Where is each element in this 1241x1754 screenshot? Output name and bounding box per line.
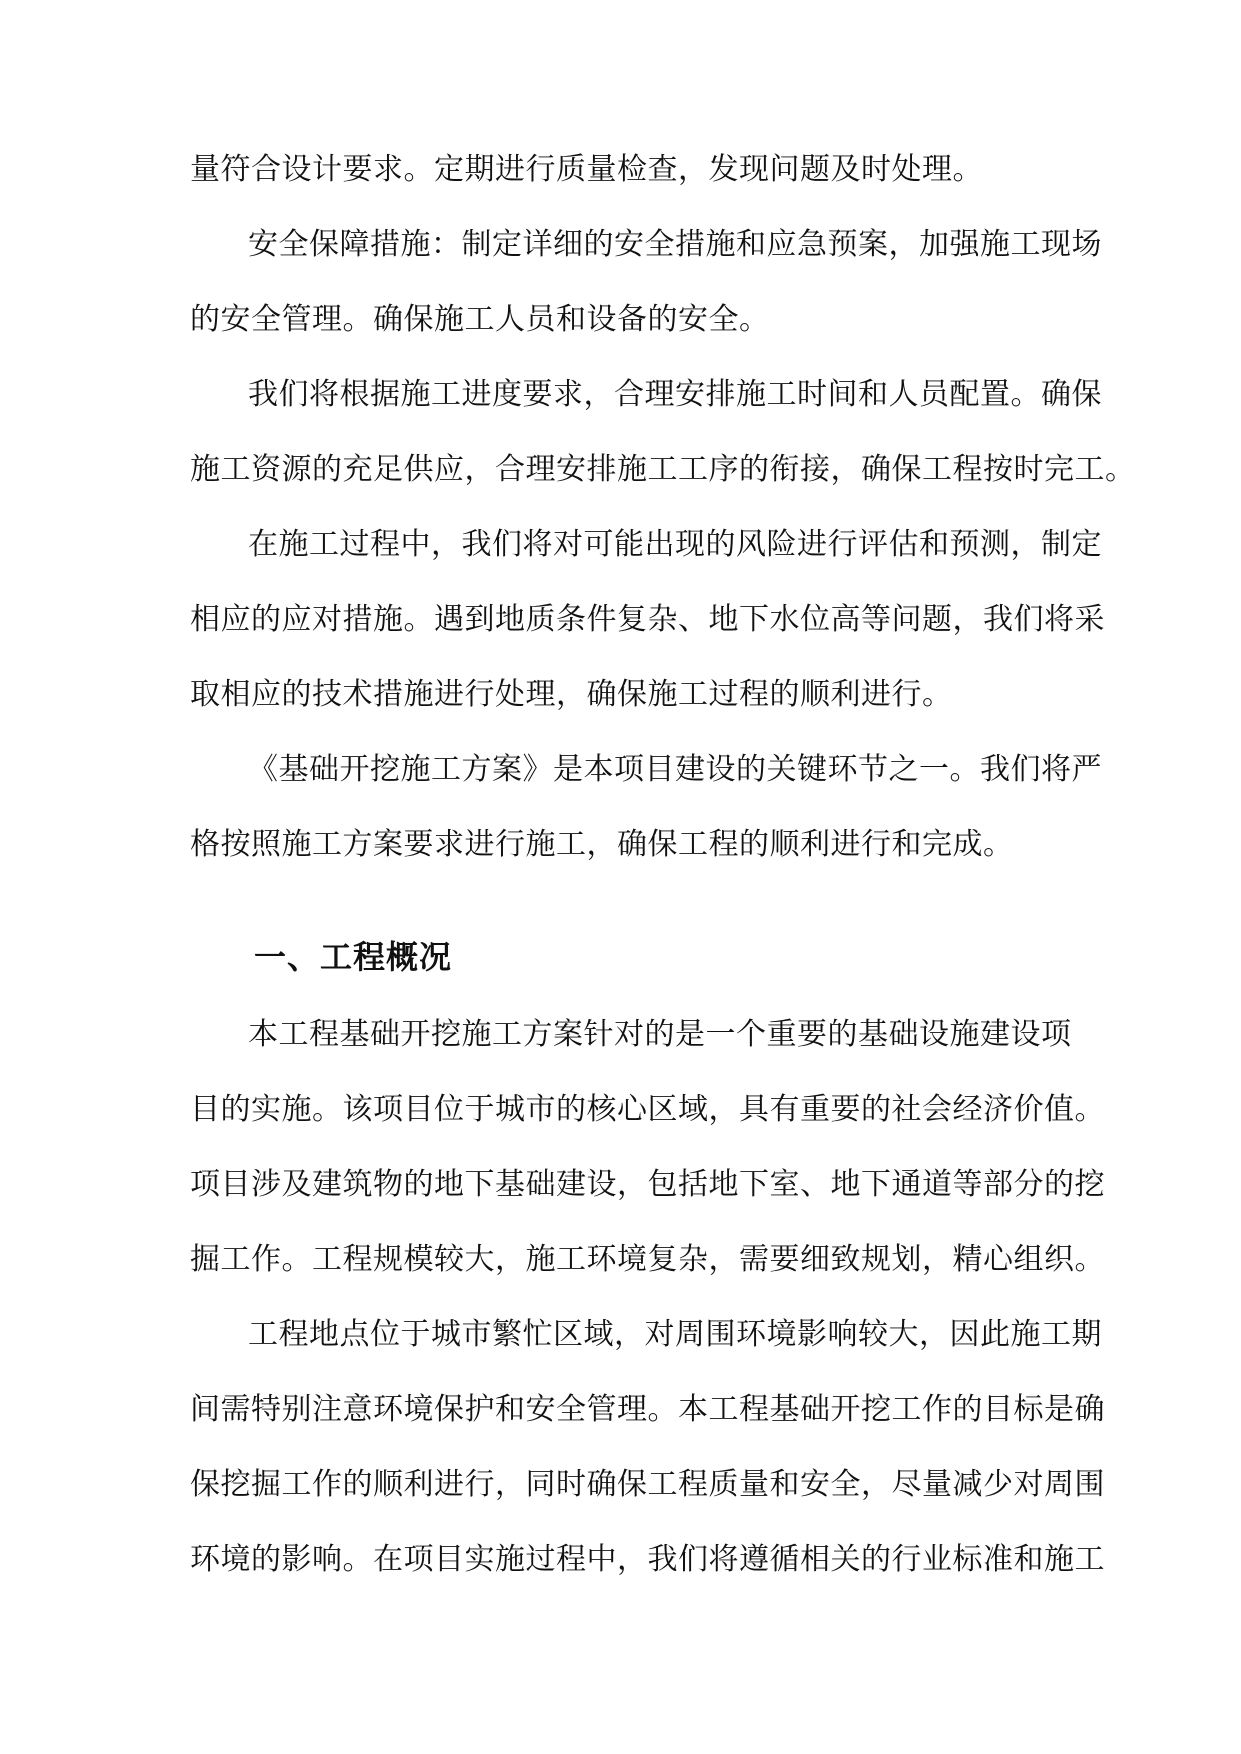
text-line: 保挖掘工作的顺利进行，同时确保工程质量和安全，尽量减少对周围 — [190, 1467, 1105, 1502]
text-line: 间需特别注意环境保护和安全管理。本工程基础开挖工作的目标是确 — [190, 1392, 1105, 1427]
text-line: 《基础开挖施工方案》是本项目建设的关键环节之一。我们将严 — [248, 752, 1102, 787]
text-line: 掘工作。工程规模较大，施工环境复杂，需要细致规划，精心组织。 — [190, 1242, 1105, 1277]
text-line: 格按照施工方案要求进行施工，确保工程的顺利进行和完成。 — [190, 827, 1014, 862]
text-line: 在施工过程中，我们将对可能出现的风险进行评估和预测，制定 — [248, 527, 1102, 562]
text-line: 安全保障措施：制定详细的安全措施和应急预案，加强施工现场 — [248, 227, 1102, 262]
text-line: 取相应的技术措施进行处理，确保施工过程的顺利进行。 — [190, 677, 953, 712]
text-line: 我们将根据施工进度要求，合理安排施工时间和人员配置。确保 — [248, 377, 1102, 412]
text-line: 工程地点位于城市繁忙区域，对周围环境影响较大，因此施工期 — [248, 1317, 1102, 1352]
text-line: 目的实施。该项目位于城市的核心区域，具有重要的社会经济价值。 — [190, 1092, 1105, 1127]
text-line: 环境的影响。在项目实施过程中，我们将遵循相关的行业标准和施工 — [190, 1542, 1105, 1577]
section-heading: 一、工程概况 — [254, 938, 453, 976]
text-line: 相应的应对措施。遇到地质条件复杂、地下水位高等问题，我们将采 — [190, 602, 1105, 637]
text-line: 本工程基础开挖施工方案针对的是一个重要的基础设施建设项 — [248, 1017, 1072, 1052]
text-line: 项目涉及建筑物的地下基础建设，包括地下室、地下通道等部分的挖 — [190, 1167, 1105, 1202]
text-line: 的安全管理。确保施工人员和设备的安全。 — [190, 302, 770, 337]
text-line: 施工资源的充足供应，合理安排施工工序的衔接，确保工程按时完工。 — [190, 452, 1136, 487]
text-line: 量符合设计要求。定期进行质量检查，发现问题及时处理。 — [190, 152, 983, 187]
